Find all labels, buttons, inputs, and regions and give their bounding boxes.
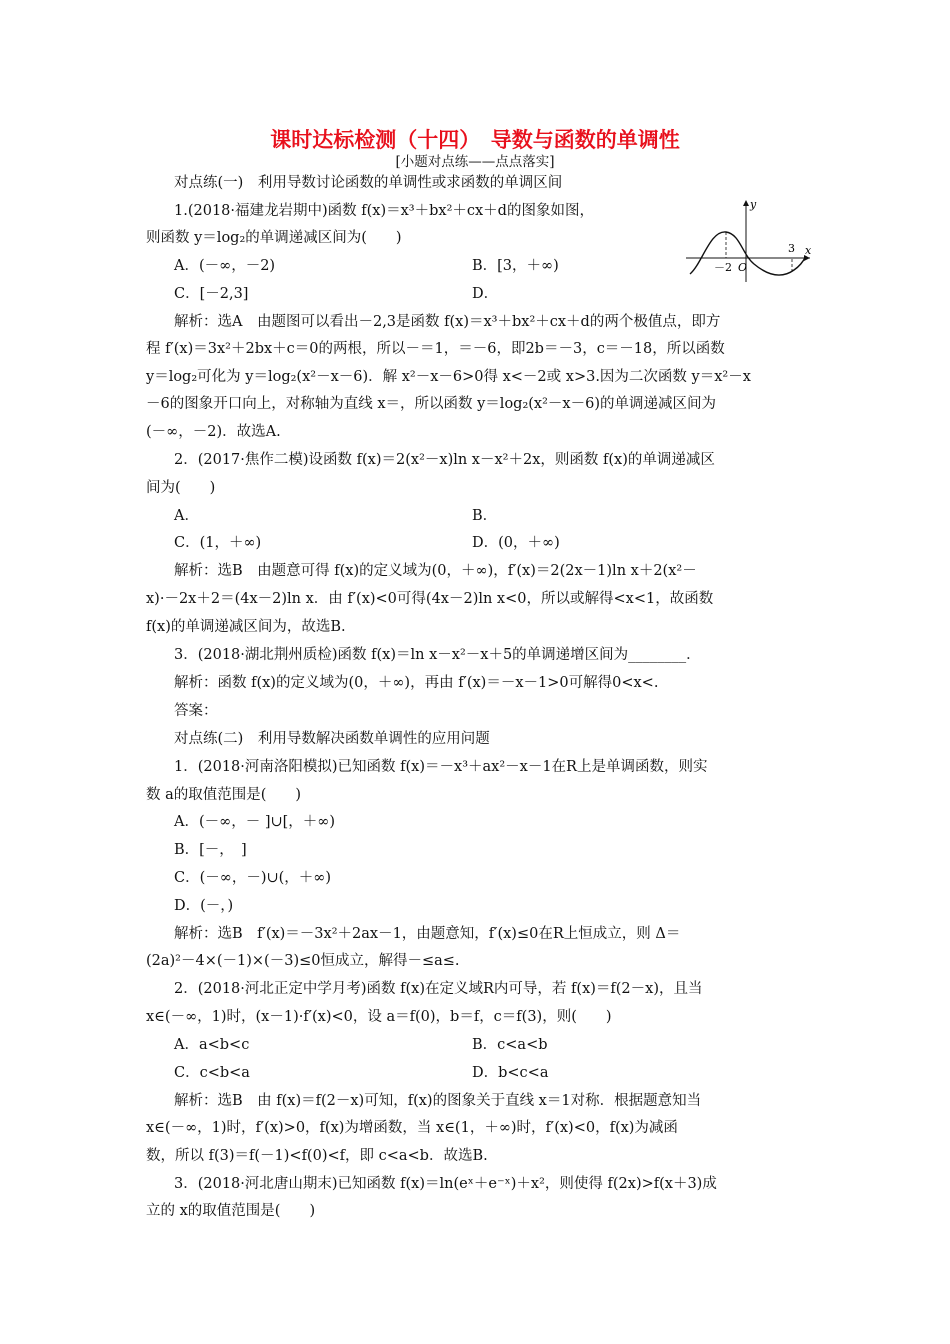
solution-line: －6的图象开口向上，对称轴为直线 x＝，所以函数 y＝log₂(x²－x－6)的单调递减区间为	[146, 396, 716, 412]
cubic-function-graph	[684, 196, 814, 284]
option-b: B．[3，＋∞)	[472, 258, 559, 274]
question-stem: 2．(2017·焦作二模)设函数 f(x)＝2(x²－x)ln x－x²＋2x，则函数 f(x)的单调递减区	[174, 452, 715, 468]
option-c: C．(－∞，－)∪(，＋∞)	[174, 870, 332, 886]
x-axis-label: x	[805, 244, 812, 257]
option-d: D．(0，＋∞)	[472, 535, 560, 551]
question-stem: x∈(－∞，1)时，(x－1)·f′(x)<0，设 a＝f(0)，b＝f，c＝f(3)，则( )	[146, 1009, 612, 1025]
question-stem: 2．(2018·河北正定中学月考)函数 f(x)在定义域R内可导，若 f(x)＝f(2－x)，且当	[174, 981, 703, 997]
option-d: D．b<c<a	[472, 1065, 549, 1081]
question-stem: 则函数 y＝log₂的单调递减区间为( )	[146, 230, 402, 246]
section-heading: 对点练(一) 利用导数讨论函数的单调性或求函数的单调区间	[174, 175, 563, 191]
tick-label-pos: 3	[788, 242, 795, 255]
solution-line: 程 f′(x)＝3x²＋2bx＋c＝0的两根，所以－＝1，＝－6，即2b＝－3，c＝－18，所以函数	[146, 341, 725, 357]
question-stem: 立的 x的取值范围是( )	[146, 1203, 316, 1219]
option-c: C．[－2,3]	[174, 286, 249, 302]
section-heading: 对点练(二) 利用导数解决函数单调性的应用问题	[174, 731, 490, 747]
question-stem: 1．(2018·河南洛阳模拟)已知函数 f(x)＝－x³＋ax²－x－1在R上是单调函数，则实	[174, 759, 708, 775]
answer-label: 答案：	[174, 703, 218, 719]
question-stem: 数 a的取值范围是( )	[146, 787, 302, 803]
solution-line: 解析：函数 f(x)的定义域为(0，＋∞)，再由 f′(x)＝－x－1>0可解得0<x<.	[174, 675, 659, 691]
option-d: D．	[472, 286, 499, 302]
solution-line: 解析：选B f′(x)＝－3x²＋2ax－1，由题意知，f′(x)≤0在R上恒成立，则 Δ＝	[174, 926, 681, 942]
option-c: C．(1，＋∞)	[174, 535, 262, 551]
solution-line: f(x)的单调递减区间为，故选B.	[146, 619, 346, 635]
option-b: B．[－， ]	[174, 842, 247, 858]
solution-line: y＝log₂可化为 y＝log₂(x²－x－6)．解 x²－x－6>0得 x<－2或 x>3.因为二次函数 y＝x²－x	[146, 369, 751, 385]
y-axis-label: y	[750, 198, 757, 211]
option-d: D．(－，)	[174, 898, 234, 914]
solution-line: 解析：选B 由题意可得 f(x)的定义域为(0，＋∞)，f′(x)＝2(2x－1)ln x＋2(x²－	[174, 563, 697, 579]
question-stem: 3．(2018·湖北荆州质检)函数 f(x)＝ln x－x²－x＋5的单调递增区间为________．	[174, 647, 701, 663]
option-a: A．(－∞，－2)	[174, 258, 276, 274]
page-subtitle: [小题对点练——点点落实]	[395, 154, 555, 170]
solution-line: x∈(－∞，1)时，f′(x)>0，f(x)为增函数，当 x∈(1，＋∞)时，f′(x)<0，f(x)为减函	[146, 1120, 678, 1136]
question-stem: 间为( )	[146, 480, 216, 496]
tick-label-neg: －2	[714, 261, 732, 274]
question-stem: 3．(2018·河北唐山期末)已知函数 f(x)＝ln(eˣ＋e⁻ˣ)＋x²，则使得 f(2x)>f(x＋3)成	[174, 1176, 717, 1192]
option-c: C．c<b<a	[174, 1065, 250, 1081]
option-a: A．a<b<c	[174, 1037, 250, 1053]
option-a: A．(－∞，－ ]∪[，＋∞)	[174, 814, 336, 830]
page-title: 课时达标检测（十四） 导数与函数的单调性	[270, 128, 680, 152]
option-b: B．c<a<b	[472, 1037, 548, 1053]
solution-line: 解析：选B 由 f(x)＝f(2－x)可知，f(x)的图象关于直线 x＝1对称．根据题意知当	[174, 1093, 702, 1109]
solution-line: 解析：选A 由题图可以看出－2,3是函数 f(x)＝x³＋bx²＋cx＋d的两个极值点，即方	[174, 314, 721, 330]
option-a: A．	[174, 508, 199, 524]
origin-label: O	[738, 261, 748, 274]
solution-line: x)·－2x＋2＝(4x－2)ln x．由 f′(x)<0可得(4x－2)ln x<0，所以或解得<x<1，故函数	[146, 591, 714, 607]
solution-line: 数，所以 f(3)＝f(－1)<f(0)<f，即 c<a<b．故选B.	[146, 1148, 488, 1164]
solution-line: (2a)²－4×(－1)×(－3)≤0恒成立，解得－≤a≤.	[146, 953, 460, 969]
option-b: B．	[472, 508, 498, 524]
question-stem: 1.(2018·福建龙岩期中)函数 f(x)＝x³＋bx²＋cx＋d的图象如图，	[174, 203, 594, 219]
solution-line: (－∞，－2)．故选A.	[146, 424, 281, 440]
